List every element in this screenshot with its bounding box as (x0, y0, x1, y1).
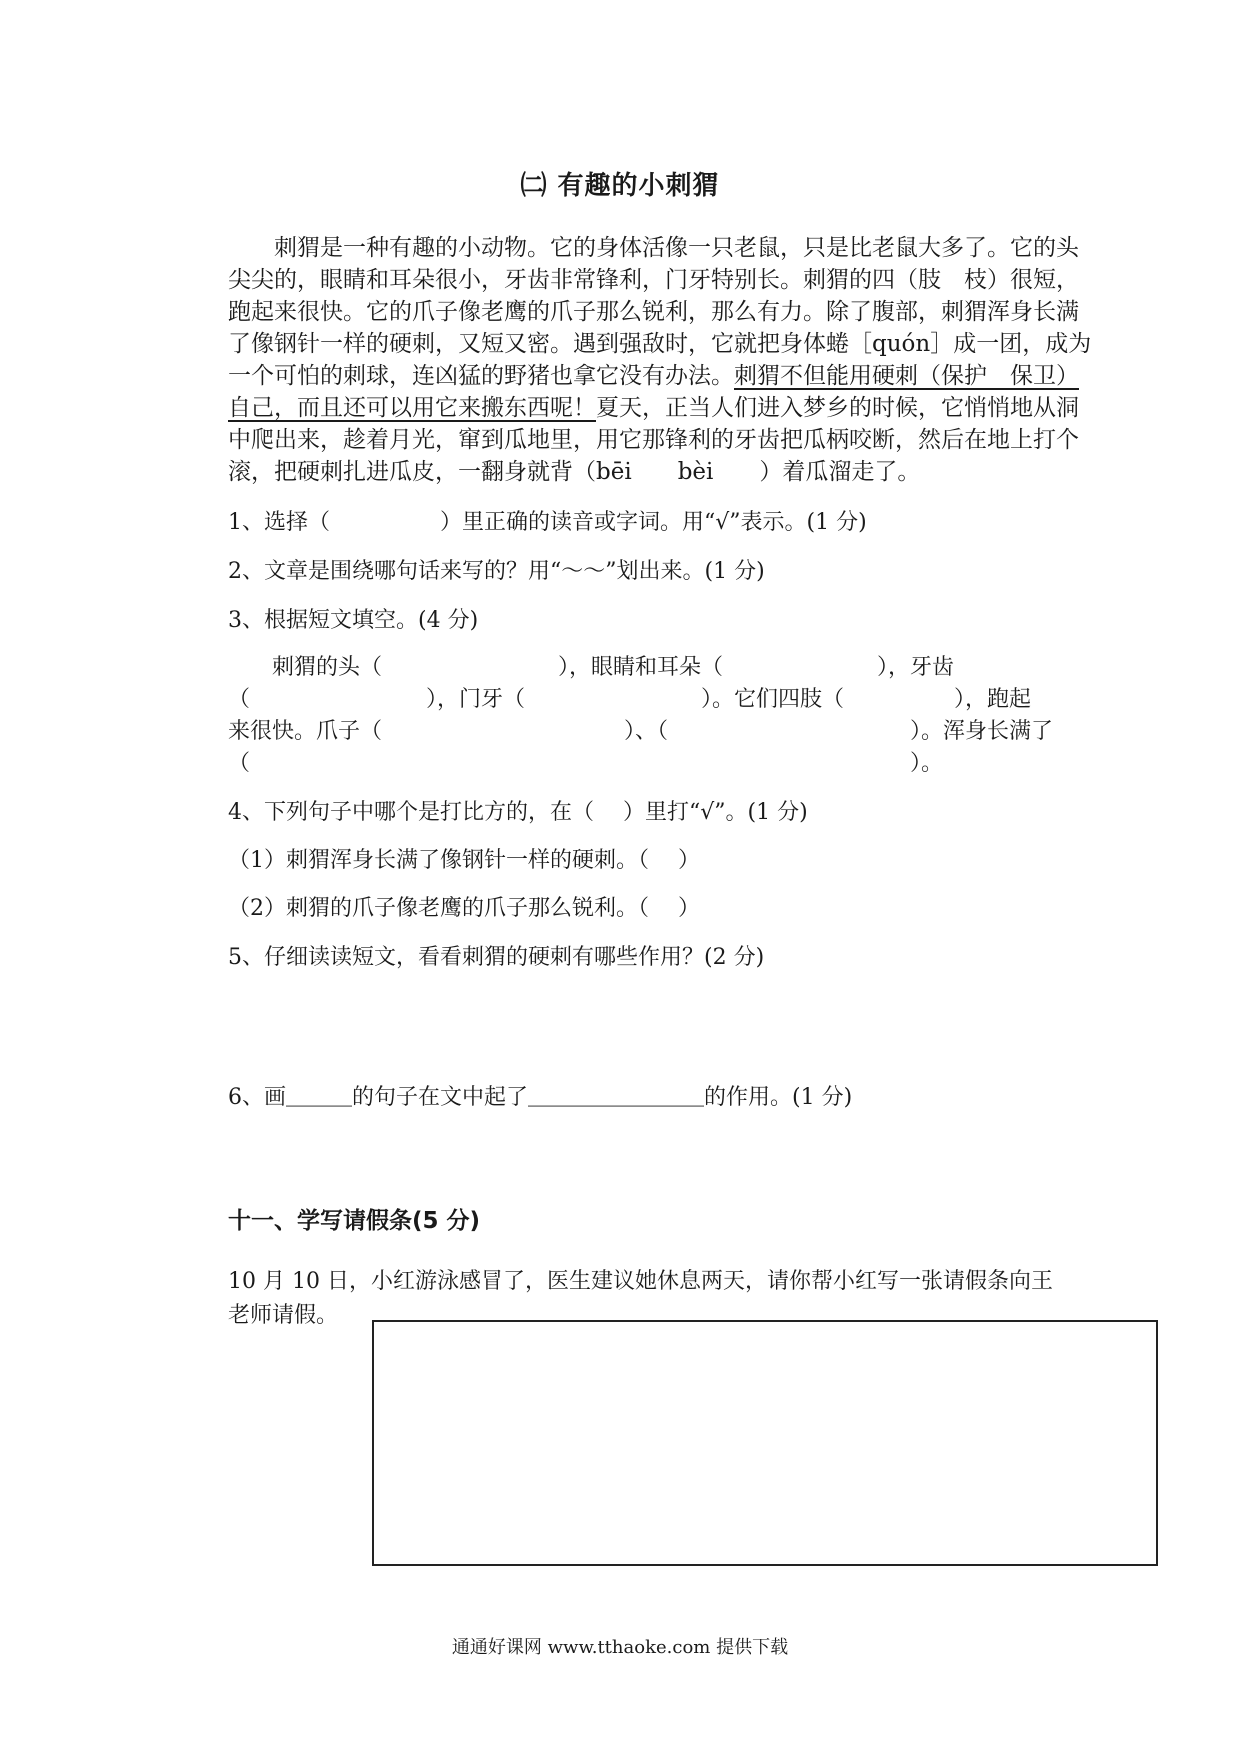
underlined-sentence-part-2: 自己，而且还可以用它来搬东西呢！ (228, 395, 596, 421)
passage-line-7: 中爬出来，趁着月光，窜到瓜地里，用它那锋利的牙齿把瓜柄咬断，然后在地上打个 (228, 427, 1079, 453)
question-4: 4、下列句子中哪个是打比方的，在（ ）里打“√”。(1 分) (228, 800, 808, 825)
leave-note-answer-box[interactable] (372, 1320, 1158, 1566)
question-1: 1、选择（ ）里正确的读音或字词。用“√”表示。(1 分) (228, 510, 867, 535)
question-4-option-1: （1）刺猬浑身长满了像钢针一样的硬刺。（ ） (228, 848, 700, 873)
passage-line-4: 了像钢针一样的硬刺，又短又密。遇到强敌时，它就把身体蜷［quón］成一团，成为 (228, 331, 1092, 357)
passage-line-1: 刺猬是一种有趣的小动物。它的身体活像一只老鼠，只是比老鼠大多了。它的头 (228, 235, 1079, 261)
section-11-prompt-line-2: 老师请假。 (228, 1303, 339, 1328)
section-11-prompt-line-1: 10 月 10 日，小红游泳感冒了，医生建议她休息两天，请你帮小红写一张请假条向王 (228, 1269, 1053, 1294)
question-6: 6、画＿＿＿的句子在文中起了＿＿＿＿＿＿＿＿的作用。(1 分) (228, 1085, 853, 1110)
passage-line-2: 尖尖的，眼睛和耳朵很小，牙齿非常锋利，门牙特别长。刺猬的四（肢 枝）很短， (228, 267, 1079, 293)
question-3-fill-line-3: 来很快。爪子（ ）、（ ）。浑身长满了 (228, 719, 1054, 744)
question-3-fill-line-1: 刺猬的头（ ），眼睛和耳朵（ ），牙齿 (228, 655, 955, 680)
footer-source: 通通好课网 www.tthaoke.com 提供下载 (451, 1637, 789, 1658)
question-5: 5、仔细读读短文，看看刺猬的硬刺有哪些作用？(2 分) (228, 945, 765, 970)
question-3: 3、根据短文填空。(4 分) (228, 608, 479, 633)
question-2: 2、文章是围绕哪句话来写的？用“～～”划出来。(1 分) (228, 559, 765, 584)
passage-line-8: 滚，把硬刺扎进瓜皮，一翻身就背（bēi bèi ）着瓜溜走了。 (228, 459, 921, 485)
passage-line-3: 跑起来很快。它的爪子像老鹰的爪子那么锐利，那么有力。除了腹部，刺猬浑身长满 (228, 299, 1079, 325)
underlined-sentence-part-1: 刺猬不但能用硬刺（保护 保卫） (734, 363, 1079, 389)
question-3-fill-line-4: （ ）。 (228, 751, 944, 776)
passage-line-6-plain: 夏天，正当人们进入梦乡的时候，它悄悄地从洞 (596, 395, 1079, 421)
reading-passage (228, 232, 1148, 492)
passage-line-5 (228, 360, 1148, 392)
section-11-heading: 十一、学写请假条(5 分) (228, 1208, 481, 1234)
question-4-option-2: （2）刺猬的爪子像老鹰的爪子那么锐利。（ ） (228, 896, 700, 921)
passage-line-6 (228, 392, 1148, 424)
page-title: ㈡ 有趣的小刺猬 (520, 171, 720, 201)
passage-line-5-plain: 一个可怕的刺球，连凶猛的野猪也拿它没有办法。 (228, 363, 734, 389)
question-3-fill-line-2: （ ），门牙（ ）。它们四肢（ ），跑起 (228, 687, 1032, 712)
